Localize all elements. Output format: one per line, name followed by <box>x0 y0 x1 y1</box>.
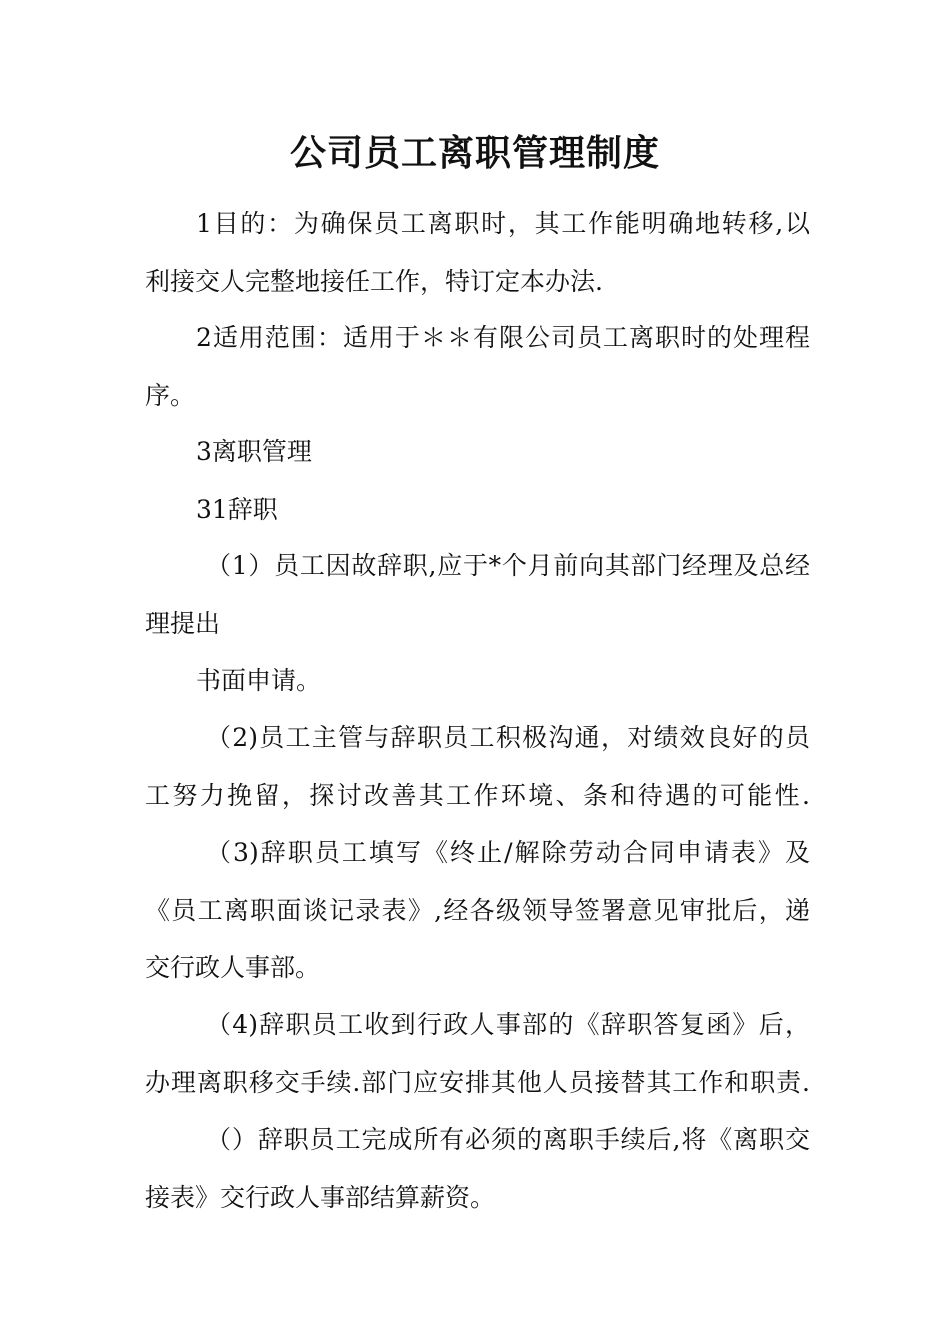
item-2-line-1: （2)员工主管与辞职员工积极沟通，对绩效良好的员 <box>206 723 810 752</box>
paragraph-purpose-line-1: 1目的：为确保员工离职时，其工作能明确地转移,以 <box>196 209 810 238</box>
item-1-line-3: 书面申请。 <box>196 666 322 695</box>
item-5-line-1: （）辞职员工完成所有必须的离职手续后,将《离职交 <box>206 1125 810 1154</box>
subsection-heading-resignation: 31辞职 <box>196 495 278 524</box>
paragraph-purpose-line-2: 利接交人完整地接任工作，特订定本办法. <box>145 267 603 296</box>
item-3-line-2: 《员工离职面谈记录表》,经各级领导签署意见审批后，递 <box>145 896 810 925</box>
item-3-line-3: 交行政人事部。 <box>145 953 321 982</box>
paragraph-scope-line-1: 2适用范围：适用于＊＊有限公司员工离职时的处理程 <box>196 323 810 352</box>
item-4-line-1: （4)辞职员工收到行政人事部的《辞职答复函》后， <box>206 1010 810 1039</box>
item-5-line-2: 接表》交行政人事部结算薪资。 <box>145 1183 496 1212</box>
item-2-line-2: 工努力挽留，探讨改善其工作环境、条和待遇的可能性. <box>145 781 810 810</box>
item-1-line-1: （1）员工因故辞职,应于*个月前向其部门经理及总经 <box>206 551 810 580</box>
item-1-line-2: 理提出 <box>145 609 221 638</box>
section-heading-resignation-management: 3离职管理 <box>196 437 312 466</box>
document-title: 公司员工离职管理制度 <box>289 132 660 174</box>
item-3-line-1: （3)辞职员工填写《终止/解除劳动合同申请表》及 <box>206 838 810 867</box>
paragraph-scope-line-2: 序。 <box>145 381 196 410</box>
item-4-line-2: 办理离职移交手续.部门应安排其他人员接替其工作和职责. <box>145 1068 810 1097</box>
